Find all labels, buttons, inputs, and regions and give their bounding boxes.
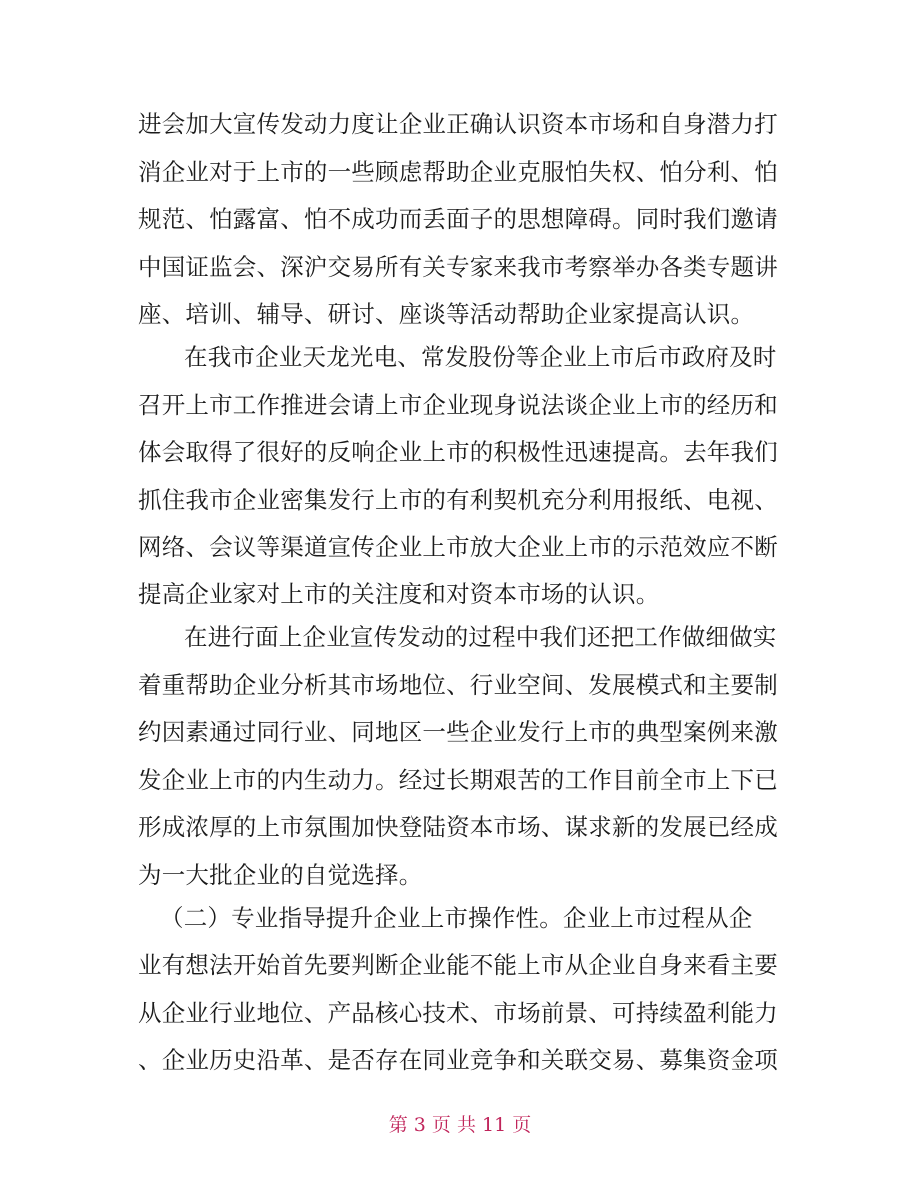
body-text-line: 中国证监会、深沪交易所有关专家来我市考察举办各类专题讲	[138, 253, 778, 281]
paragraph-first-line: 在我市企业天龙光电、常发股份等企业上市后市政府及时	[184, 343, 777, 371]
body-text-line: 着重帮助企业分析其市场地位、行业空间、发展模式和主要制	[138, 671, 778, 699]
body-text-line: 业有想法开始首先要判断企业能不能上市从企业自身来看主要	[138, 951, 778, 979]
body-text-line: 约因素通过同行业、同地区一些企业发行上市的典型案例来激	[138, 718, 778, 746]
body-text-line: 进会加大宣传发动力度让企业正确认识资本市场和自身潜力打	[138, 110, 778, 138]
body-text-line: 从企业行业地位、产品核心技术、市场前景、可持续盈利能力	[138, 999, 778, 1027]
section-heading-line: （二）专业指导提升企业上市操作性。企业上市过程从企	[160, 904, 753, 932]
body-text-line: 抓住我市企业密集发行上市的有利契机充分利用报纸、电视、	[138, 486, 778, 514]
body-text-line: 为一大批企业的自觉选择。	[138, 861, 423, 889]
body-text-line: 发企业上市的内生动力。经过长期艰苦的工作目前全市上下已	[138, 766, 778, 794]
body-text-line: 网络、会议等渠道宣传企业上市放大企业上市的示范效应不断	[138, 533, 778, 561]
page-number-footer: 第 3 页 共 11 页	[388, 1114, 532, 1136]
body-text-line: 体会取得了很好的反响企业上市的积极性迅速提高。去年我们	[138, 438, 778, 466]
body-text-line: 召开上市工作推进会请上市企业现身说法谈企业上市的经历和	[138, 391, 778, 419]
body-text-line: 提高企业家对上市的关注度和对资本市场的认识。	[138, 580, 660, 608]
body-text-line: 规范、怕露富、怕不成功而丢面子的思想障碍。同时我们邀请	[138, 205, 778, 233]
body-text-line: 形成浓厚的上市氛围加快登陆资本市场、谋求新的发展已经成	[138, 813, 778, 841]
body-text-line: 消企业对于上市的一些顾虑帮助企业克服怕失权、怕分利、怕	[138, 158, 778, 186]
paragraph-first-line: 在进行面上企业宣传发动的过程中我们还把工作做细做实	[184, 623, 777, 651]
body-text-line: 座、培训、辅导、研讨、座谈等活动帮助企业家提高认识。	[138, 300, 755, 328]
body-text-line: 、企业历史沿革、是否存在同业竞争和关联交易、募集资金项	[138, 1046, 778, 1074]
